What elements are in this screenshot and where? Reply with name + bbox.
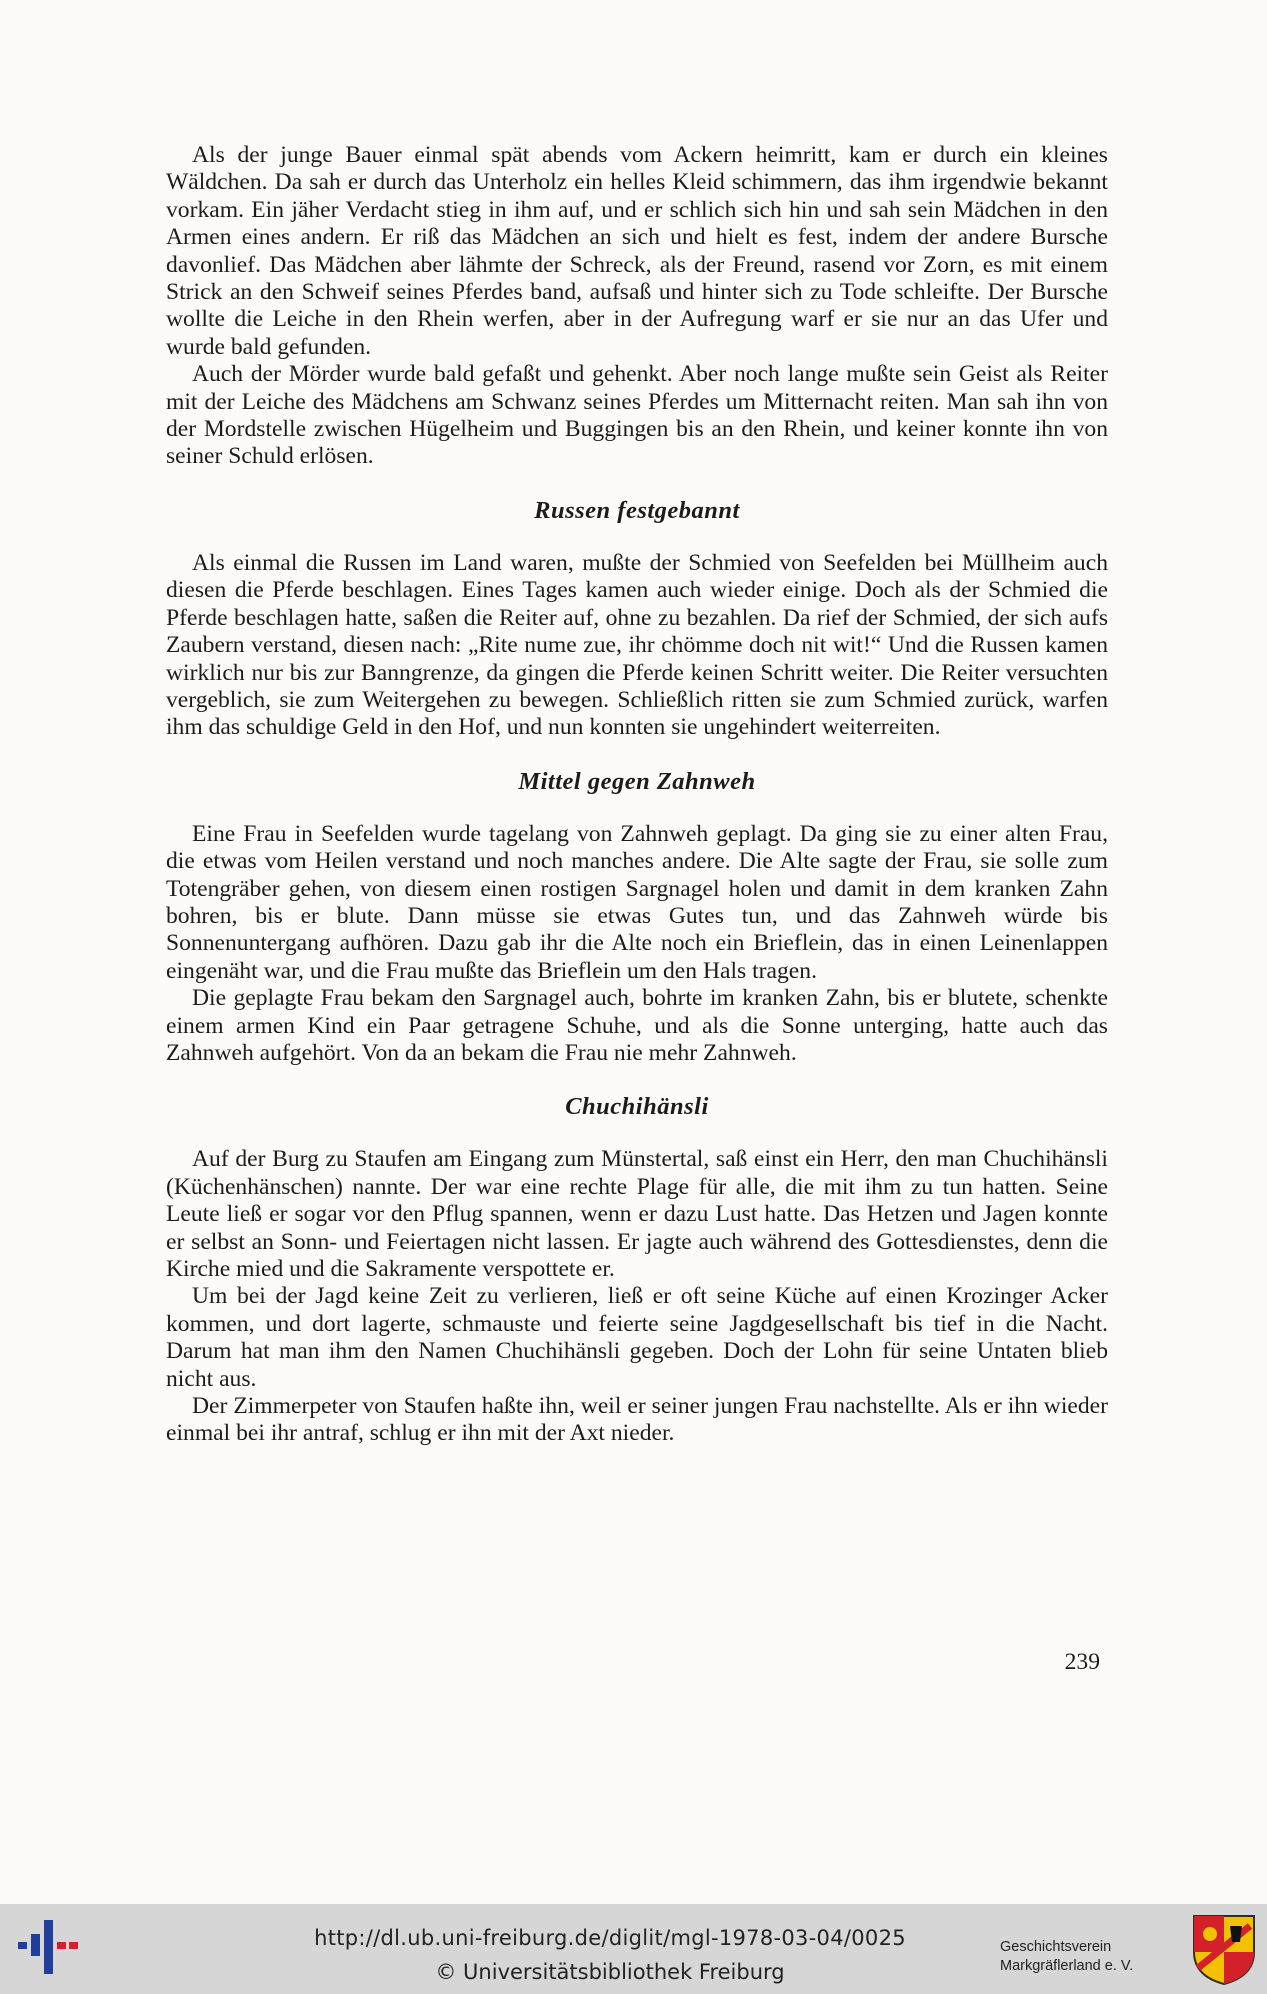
society-name xyxy=(1000,1938,1190,1976)
paragraph: Auf der Burg zu Staufen am Eingang zum Münstertal, saß einst ein Herr, den man Chuchihänsli (Küchenhänschen) nannte. Der war eine rechte Plage für alle, die mit ihm zu tun hatten. Seine Leute ließ er sogar vor den Pflug spannen, wenn er dazu Lust hatte. Das Hetzen und Jagen konnte er selbst an Sonn- und Feiertagen nicht lassen. Er jagte auch während des Gottesdienstes, denn die Kirche mied und die Sakramente verspottete er. xyxy=(166,1146,1108,1282)
coat-of-arms-icon xyxy=(1190,1912,1258,1986)
section-heading: Mittel gegen Zahnweh xyxy=(518,767,756,795)
paragraph: Der Zimmerpeter von Staufen haßte ihn, weil er seiner jungen Frau nachstellte. Als er ihn wieder einmal bei ihr antraf, schlug er ihn mit der Axt nieder. xyxy=(166,1393,1108,1447)
paragraph: Eine Frau in Seefelden wurde tagelang von Zahnweh geplagt. Da ging sie zu einer alten Frau, die etwas vom Heilen verstand und noch manches andere. Die Alte sagte der Frau, sie solle zum Totengräber gehen, von diesem einen rostigen Sargnagel holen und damit in dem kranken Zahn bohren, bis er blute. Dann müsse sie etwas Gutes tun, und das Zahnweh würde bis Sonnenuntergang aufhören. Dazu gab ihr die Alte noch ein Brieflein, das in einen Leinenlappen eingenäht war, und die Frau mußte das Brieflein um den Hals tragen. xyxy=(166,820,1108,984)
footer-bar xyxy=(0,1904,1267,1994)
library-logo-icon xyxy=(14,1916,82,1978)
text-column xyxy=(166,142,1108,1448)
paragraph: Um bei der Jagd keine Zeit zu verlieren, ließ er oft seine Küche auf einen Krozinger Acker kommen, und dort lagerte, schmauste und feierte seine Jagdgesellschaft bis tief in die Nacht. Darum hat man ihm den Namen Chuchihänsli gegeben. Doch der Lohn für seine Untaten blieb nicht aus. xyxy=(166,1283,1108,1392)
page-number: 239 xyxy=(1064,1649,1100,1675)
paragraph: Auch der Mörder wurde bald gefaßt und gehenkt. Aber noch lange mußte sein Geist als Reiter mit der Leiche des Mädchens am Schwanz seines Pferdes um Mitternacht reiten. Man sah ihn von der Mordstelle zwischen Hügelheim und Buggingen bis an den Rhein, und keiner konnte ihn von seiner Schuld erlösen. xyxy=(166,361,1108,470)
section-heading: Chuchihänsli xyxy=(565,1093,709,1121)
source-url-link[interactable]: http://dl.ub.uni-freiburg.de/diglit/mgl-1978-03-04/0025 xyxy=(314,1926,906,1950)
society-name-line2: Markgräflerland e. V. xyxy=(1000,1958,1134,1974)
copyright-notice: © Universitätsbibliothek Freiburg xyxy=(435,1960,785,1984)
paragraph: Als der junge Bauer einmal spät abends vom Ackern heimritt, kam er durch ein kleines Wäldchen. Da sah er durch das Unterholz ein helles Kleid schimmern, das ihm irgendwie bekannt vorkam. Ein jäher Verdacht stieg in ihm auf, und er schlich sich hin und sah sein Mädchen in den Armen eines andern. Er riß das Mädchen an sich und hielt es fest, indem der andere Bursche davonlief. Das Mädchen aber lähmte der Schreck, als der Freund, rasend vor Zorn, es mit einem Strick an den Schweif seines Pferdes band, aufsaß und hinter sich zu Tode schleifte. Der Bursche wollte die Leiche in den Rhein werfen, aber in der Aufregung warf er sie nur an das Ufer und wurde bald gefunden. xyxy=(166,142,1108,360)
paragraph: Als einmal die Russen im Land waren, mußte der Schmied von Seefelden bei Müllheim auch diesen die Pferde beschlagen. Eines Tages kamen auch wieder einige. Doch als der Schmied die Pferde beschlagen hatte, saßen die Reiter auf, ohne zu bezahlen. Da rief der Schmied, der sich aufs Zaubern verstand, diesen nach: „Rite nume zue, ihr chömme doch nit wit!“ Und die Russen kamen wirklich nur bis zur Banngrenze, da gingen die Pferde keinen Schritt weiter. Die Reiter versuchten vergeblich, sie zum Weitergehen zu bewegen. Schließlich ritten sie zum Schmied zurück, warfen ihm das schuldige Geld in den Hof, und nun konnten sie ungehindert weiterreiten. xyxy=(166,549,1108,741)
society-name-line1: Geschichtsverein xyxy=(1000,1939,1112,1955)
paragraph: Die geplagte Frau bekam den Sargnagel auch, bohrte im kranken Zahn, bis er blutete, schenkte einem armen Kind ein Paar getragene Schuhe, und als die Sonne unterging, hatte auch das Zahnweh aufgehört. Von da an bekam die Frau nie mehr Zahnweh. xyxy=(166,985,1108,1066)
section-heading: Russen festgebannt xyxy=(534,496,740,524)
